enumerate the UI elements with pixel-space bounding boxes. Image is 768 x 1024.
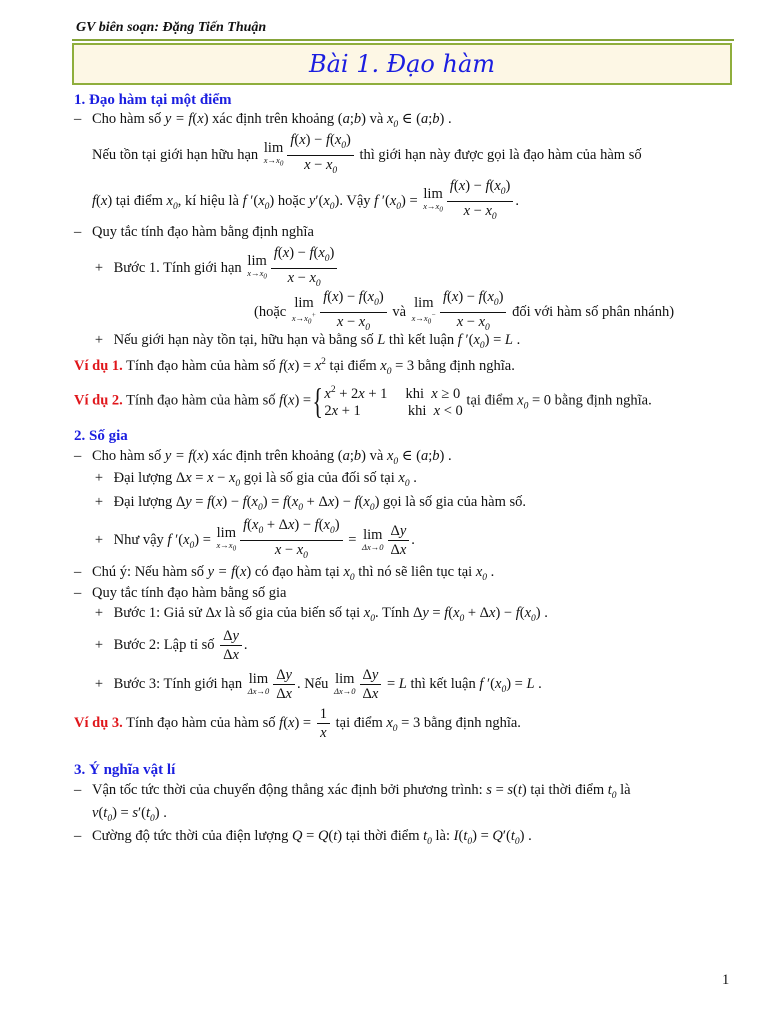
- s2-bullet-2: + Đại lượng $\Delta y = f(x) - f(x_0) = f(x_0 + \Delta x) - f(x_0)$ gọi là số gia của hàm số.: [94, 494, 527, 513]
- s1-rule: – Quy tắc tính đạo hàm bằng định nghĩa: [74, 224, 314, 240]
- example-1: Ví dụ 1. Tính đạo hàm của hàm số $f(x) = x^2$ tại điểm $x_0 = 3$ bằng định nghĩa.: [74, 357, 515, 377]
- s1-line-1: – Cho hàm số y = f(x) xác định trên khoảng (a;b) và $x_0$ ∈ (a;b) .: [74, 111, 452, 130]
- page-number: 1: [722, 972, 730, 988]
- s3-line-2: $v(t_0) = s'(t_0)$ .: [92, 805, 167, 824]
- s1-step-1: + Bước 1. Tính giới hạn lim $x\to x_0$ $\frac{f(x) - f(x_0)}{x - x_0}$: [88, 245, 339, 292]
- example-3: Ví dụ 3. Tính đạo hàm của hàm số f(x) = $\frac{1}{x}$ tại điểm $x_0 = 3$ bằng định nghĩa.: [74, 706, 521, 741]
- author-header: GV biên soạn: Đặng Tiến Thuận: [76, 20, 267, 35]
- s2-line-1: – Cho hàm số y = f(x) xác định trên khoảng (a;b) và $x_0$ ∈ (a;b) .: [74, 448, 452, 467]
- section-2-heading: 2. Số gia: [74, 428, 128, 444]
- s2-bullet-3: + Như vậy f $'(x_0)$ = lim $x\to x_0$ $\frac{f(x_0 + \Delta x) - f(x_0)}{x - x_0}$ = lim Δx→0 $\frac{\Delta y}{\Delta x}$ .: [94, 517, 415, 561]
- s1-line-2: Nếu tồn tại giới hạn hữu hạn lim $x\to x_0$ $\frac{f(x) - f(x_0)}{x - x_0}$ thì giới hạn này được gọi là đạo hàm của hàm số: [92, 132, 642, 176]
- header-rule: [72, 39, 734, 41]
- s2-step-3: + Bước 3: Tính giới hạn lim Δx→0 $\frac{\Delta y}{\Delta x}$ . Nếu lim Δx→0 $\frac{\Delta y}{\Delta x}$ = L thì kết luận f $'(x_0) = L$ .: [94, 667, 542, 702]
- s1-conclusion: + Nếu giới hạn này tồn tại, hữu hạn và bằng số L thì kết luận f $'(x_0) = L$ .: [94, 332, 521, 351]
- s3-line-3: – Cường độ tức thời của điện lượng Q = Q(t) tại thời điểm $t_0$ là: $I(t_0) = Q'(t_0)$ .: [74, 828, 532, 847]
- example-2: Ví dụ 2. Tính đạo hàm của hàm số f(x) ={ $x^2 + 2x + 1$ khi x ≥ 0 2x + 1 khi x < 0 tại điểm $x_0 = 0$ bằng định nghĩa.: [74, 381, 652, 421]
- section-3-heading: 3. Ý nghĩa vật lí: [74, 762, 176, 778]
- section-1-heading: 1. Đạo hàm tại một điểm: [74, 92, 232, 108]
- s2-step-1: + Bước 1: Giả sử Δx là số gia của biến số tại $x_0$. Tính $\Delta y = f(x_0 + \Delta x) - f(x_0)$ .: [94, 605, 548, 624]
- s2-step-2: + Bước 2: Lập tỉ số $\frac{\Delta y}{\Delta x}$ .: [94, 628, 248, 663]
- page-title: Bài 1. Đạo hàm: [308, 50, 496, 78]
- s1-line-3: f(x) tại điểm $x_0$, kí hiệu là f $'(x_0)$ hoặc $y'(x_0)$. Vậy f $'(x_0)$ = lim $x\to x_0$ $\frac{f(x) - f(x_0)}{x - x_0}$ .: [92, 178, 519, 222]
- s2-note: – Chú ý: Nếu hàm số y = f(x) có đạo hàm tại $x_0$ thì nó sẽ liên tục tại $x_0$ .: [74, 564, 495, 583]
- title-box: [72, 43, 732, 85]
- s1-step-1-alt: (hoặc lim $x\to x_0^+$ $\frac{f(x) - f(x_0)}{x - x_0}$ và lim $x\to x_0^-$ $\frac{f(x) - f(x_0)}{x - x_0}$ đối với hàm số phân nhánh): [254, 289, 675, 333]
- s3-line-1: – Vận tốc tức thời của chuyển động thẳng xác định bởi phương trình: s = s(t) tại thời điểm $t_0$ là: [74, 782, 631, 801]
- s2-bullet-1: + Đại lượng $\Delta x = x - x_0$ gọi là số gia của đối số tại $x_0$ .: [94, 470, 417, 489]
- s2-rule: – Quy tắc tính đạo hàm bằng số gia: [74, 585, 287, 601]
